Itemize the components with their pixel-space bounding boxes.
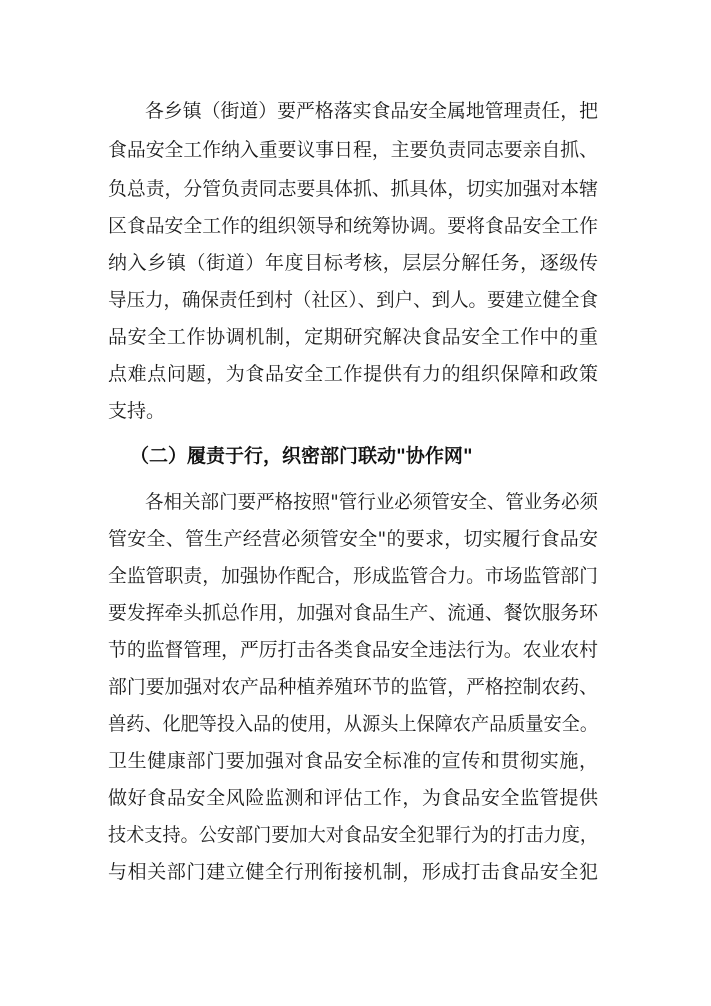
paragraph-1-line-2: 食品安全工作纳入重要议事日程，主要负责同志要亲自抓、 bbox=[108, 139, 598, 161]
paragraph-1-line-1: 各乡镇（街道）要严格落实食品安全属地管理责任，把 bbox=[145, 100, 598, 122]
paragraph-2-line-2: 管安全、管生产经营必须管安全"的要求，切实履行食品安 bbox=[108, 528, 599, 550]
paragraph-1-line-9: 支持。 bbox=[108, 400, 166, 422]
paragraph-2-line-7: 兽药、化肥等投入品的使用，从源头上保障农产品质量安全。 bbox=[108, 713, 598, 735]
paragraph-1-line-8: 点难点问题，为食品安全工作提供有力的组织保障和政策 bbox=[108, 363, 599, 385]
paragraph-2-line-4: 要发挥牵头抓总作用，加强对食品生产、流通、餐饮服务环 bbox=[108, 602, 598, 624]
paragraph-1-line-5: 纳入乡镇（街道）年度目标考核，层层分解任务，逐级传 bbox=[108, 252, 599, 274]
paragraph-2-line-8: 卫生健康部门要加强对食品安全标准的宣传和贯彻实施， bbox=[108, 750, 599, 772]
paragraph-2-line-1: 各相关部门要严格按照"管行业必须管安全、管业务必须 bbox=[145, 491, 598, 513]
paragraph-1-line-3: 负总责，分管负责同志要具体抓、抓具体，切实加强对本辖 bbox=[108, 178, 598, 200]
section-heading: （二）履责于行，织密部门联动"协作网" bbox=[130, 445, 473, 467]
paragraph-2-line-9: 做好食品安全风险监测和评估工作，为食品安全监管提供 bbox=[108, 787, 599, 809]
paragraph-2-line-3: 全监管职责，加强协作配合，形成监管合力。市场监管部门 bbox=[108, 565, 598, 587]
paragraph-1-line-4: 区食品安全工作的组织领导和统筹协调。要将食品安全工作 bbox=[108, 215, 598, 237]
paragraph-2-line-10: 技术支持。公安部门要加大对食品安全犯罪行为的打击力度， bbox=[108, 824, 598, 846]
paragraph-1-line-6: 导压力，确保责任到村（社区）、到户、到人。要建立健全食 bbox=[108, 289, 598, 311]
paragraph-1-line-7: 品安全工作协调机制，定期研究解决食品安全工作中的重 bbox=[108, 326, 599, 348]
paragraph-2-line-6: 部门要加强对农产品种植养殖环节的监管，严格控制农药、 bbox=[108, 676, 598, 698]
paragraph-2-line-11: 与相关部门建立健全行刑衔接机制，形成打击食品安全犯 bbox=[108, 861, 599, 883]
paragraph-2-line-5: 节的监督管理，严厉打击各类食品安全违法行为。农业农村 bbox=[108, 639, 598, 661]
